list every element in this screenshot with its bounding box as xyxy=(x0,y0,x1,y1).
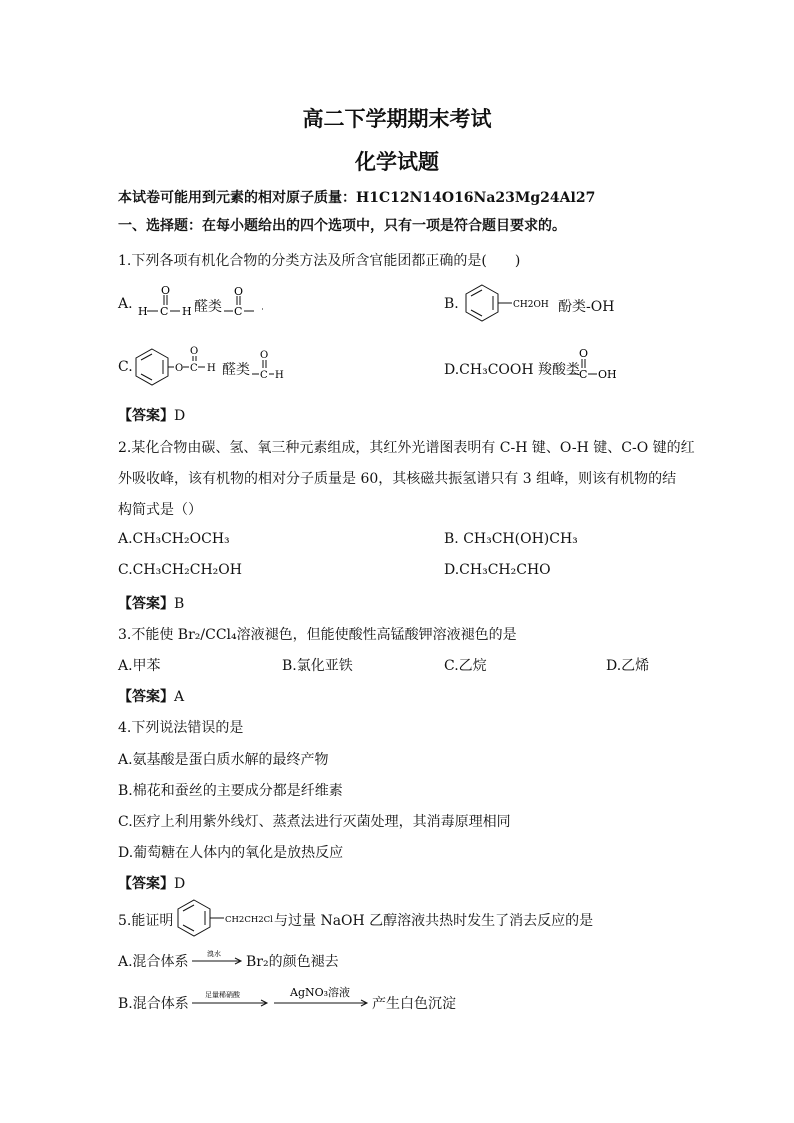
q1-c-aldehyde-group xyxy=(250,347,290,385)
svg-text:O: O xyxy=(190,346,199,357)
q1-b-benzyl-alcohol-structure xyxy=(460,283,560,323)
q1-answer xyxy=(118,405,185,425)
svg-text:C: C xyxy=(234,305,243,318)
q1-d-carboxyl-group xyxy=(567,345,625,385)
svg-text:O: O xyxy=(161,285,171,297)
q1-b-class: 酚类-OH xyxy=(558,299,615,315)
answer-label: 【答案】 xyxy=(118,876,174,892)
q1-a-class: 醛类 xyxy=(194,299,222,315)
q3-option-d: D.乙烯 xyxy=(606,658,650,674)
q2-answer xyxy=(118,593,184,613)
q1-option-a: A. xyxy=(118,296,133,312)
q4-option-b: B.棉花和蚕丝的主要成分都是纤维素 xyxy=(118,783,343,799)
svg-text:H: H xyxy=(138,305,148,318)
q4-option-d: D.葡萄糖在人体内的氧化是放热反应 xyxy=(118,845,344,861)
svg-text:C: C xyxy=(579,368,588,381)
q4-option-a: A.氨基酸是蛋白质水解的最终产物 xyxy=(118,752,329,768)
page-subtitle: 化学试题 xyxy=(355,149,439,174)
q5-a-arrow-label: 溴水 xyxy=(207,950,221,958)
answer-label: 【答案】 xyxy=(118,689,174,705)
q2-stem-line2: 外吸收峰，该有机物的相对分子质量是 60，其核磁共振氢谱只有 3 组峰，则该有机物的结 xyxy=(118,471,677,487)
q5-option-b-result: 产生白色沉淀 xyxy=(372,996,456,1012)
answer-value: A xyxy=(174,689,185,705)
q3-option-c: C.乙烷 xyxy=(444,658,487,674)
q1-a-formaldehyde-structure xyxy=(134,285,196,321)
q2-option-d: D.CH₃CH₂CHO xyxy=(444,562,551,578)
q5-b-arrow-nitric-acid xyxy=(190,986,272,1012)
q1-option-b: B. xyxy=(444,296,459,312)
svg-text:O: O xyxy=(175,363,184,374)
svg-text:C: C xyxy=(260,370,268,381)
q3-option-a: A.甲苯 xyxy=(118,658,161,674)
svg-text:H: H xyxy=(182,305,192,318)
q1-option-c: C. xyxy=(118,359,133,375)
q4-stem: 4.下列说法错误的是 xyxy=(118,720,244,736)
q1-c-class: 醛类 xyxy=(222,362,250,378)
section-heading: 一、选择题：在每小题给出的四个选项中，只有一项是符合题目要求的。 xyxy=(118,218,566,234)
q2-option-a: A.CH₃CH₂OCH₃ xyxy=(118,531,230,547)
svg-text:C: C xyxy=(160,305,169,318)
q2-option-b: B. CH₃CH(OH)CH₃ xyxy=(444,531,578,547)
q3-stem: 3.不能使 Br₂/CCl₄溶液褪色，但能使酸性高锰酸钾溶液褪色的是 xyxy=(118,627,517,643)
q5-option-b-prefix: B.混合体系 xyxy=(118,996,189,1012)
q2-stem-line3: 构简式是（） xyxy=(118,502,202,518)
q1-b-group-label: CH2OH xyxy=(513,300,549,310)
q5-stem-post: 与过量 NaOH 乙醇溶液共热时发生了消去反应的是 xyxy=(274,913,594,929)
q5-b-arrow-silver-nitrate xyxy=(272,984,372,1012)
q3-answer xyxy=(118,686,184,706)
q1-option-d: D.CH₃COOH 羧酸类 xyxy=(444,362,581,378)
svg-text:H: H xyxy=(207,363,216,374)
q5-phenylethyl-chloride-structure xyxy=(172,898,276,938)
q5-group-label: CH2CH2Cl xyxy=(225,915,273,925)
answer-value: D xyxy=(174,408,186,424)
answer-value: B xyxy=(174,596,185,612)
svg-text:O: O xyxy=(579,347,589,360)
q1-stem: 1.下列各项有机化合物的分类方法及所含官能团都正确的是( ) xyxy=(118,253,521,269)
q5-b-arrow1-label: 足量稀硝酸 xyxy=(205,991,240,999)
answer-label: 【答案】 xyxy=(118,408,174,424)
q1-c-phenyl-formate-structure xyxy=(130,345,222,387)
svg-text:C: C xyxy=(190,363,198,374)
q4-option-c: C.医疗上利用紫外线灯、蒸煮法进行灭菌处理，其消毒原理相同 xyxy=(118,814,511,830)
q2-option-c: C.CH₃CH₂CH₂OH xyxy=(118,562,242,578)
q5-option-a-prefix: A.混合体系 xyxy=(118,954,189,970)
q5-b-arrow2-label: AgNO₃溶液 xyxy=(290,986,351,999)
atomic-mass-note: 本试卷可能用到元素的相对原子质量：H1C12N14O16Na23Mg24Al27 xyxy=(118,190,596,206)
q5-option-a-result: Br₂的颜色褪去 xyxy=(246,954,339,970)
q3-option-b: B.氯化亚铁 xyxy=(282,658,353,674)
q2-stem-line1: 2.某化合物由碳、氢、氧三种元素组成，其红外光谱图表明有 C-H 键、O-H 键、C-O 键的红 xyxy=(118,440,695,456)
svg-text:O: O xyxy=(260,350,269,361)
q5-a-arrow xyxy=(190,946,246,970)
svg-text:H: H xyxy=(275,370,284,381)
answer-value: D xyxy=(174,876,186,892)
svg-text:OH: OH xyxy=(598,368,617,381)
page-title: 高二下学期期末考试 xyxy=(302,106,492,131)
q1-a-carbonyl-group xyxy=(222,284,268,320)
q5-stem-pre: 5.能证明 xyxy=(118,913,174,929)
svg-text:O: O xyxy=(234,285,244,298)
q4-answer xyxy=(118,873,185,893)
answer-label: 【答案】 xyxy=(118,596,174,612)
